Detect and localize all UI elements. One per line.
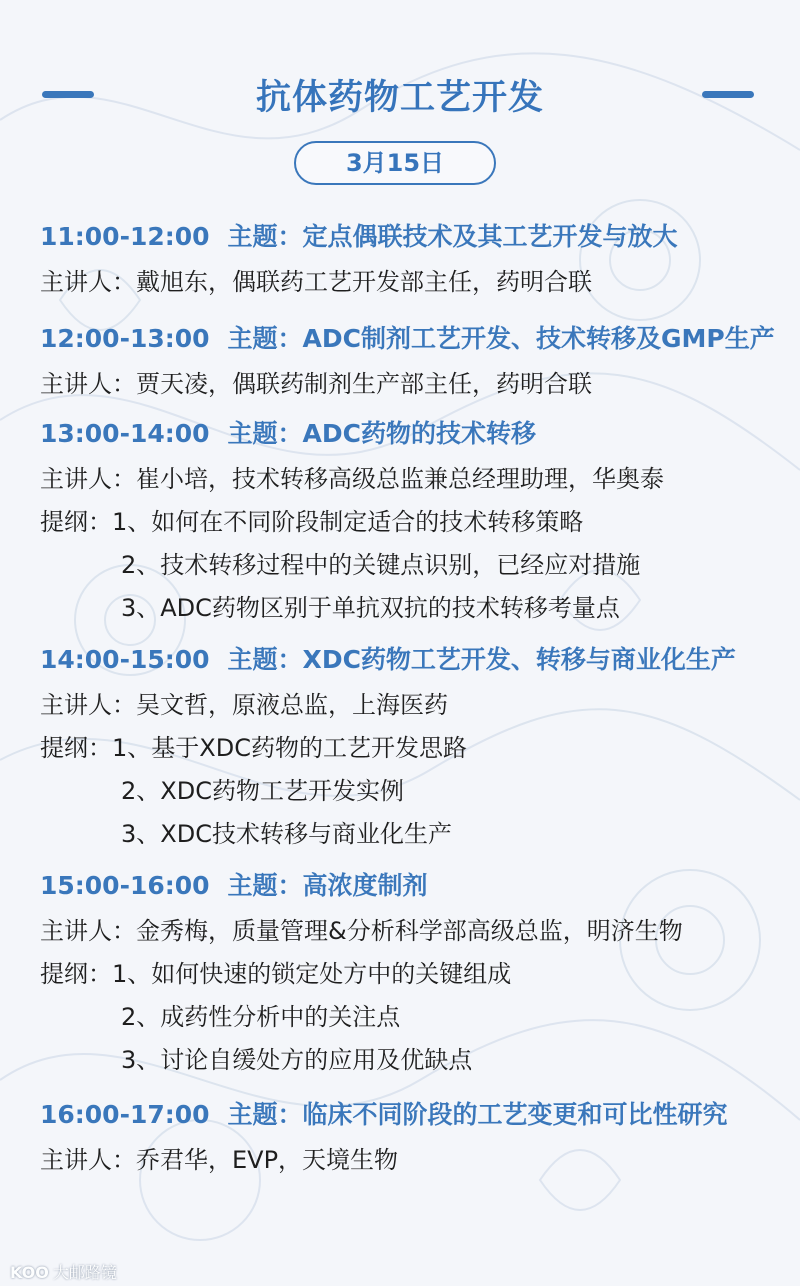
watermark [10, 1260, 117, 1283]
session-speaker: 吴文哲，原液总监，上海医药 [136, 691, 448, 719]
outline-item [40, 732, 467, 764]
speaker-prefix: 主讲人： [40, 691, 136, 719]
outline-text: 1、如何快速的锁定处方中的关键组成 [112, 960, 512, 988]
date-badge: 3月15日 [294, 141, 496, 185]
session-time: 13:00-14:00 [40, 419, 210, 448]
session-heading [40, 1099, 728, 1131]
outline-text: 3、讨论自缓处方的应用及优缺点 [121, 1046, 473, 1074]
session-time: 12:00-13:00 [40, 324, 210, 353]
topic-prefix: 主题： [227, 222, 303, 251]
speaker-prefix: 主讲人： [40, 268, 136, 296]
topic-prefix: 主题： [227, 1100, 303, 1129]
session-topic: ADC制剂工艺开发、技术转移及GMP生产 [302, 324, 775, 353]
outline-text: 1、如何在不同阶段制定适合的技术转移策略 [112, 508, 584, 536]
session-speaker-line [40, 689, 448, 721]
watermark-text: 大邮路镜 [52, 1263, 117, 1282]
session-speaker-line [40, 915, 683, 947]
session-time: 15:00-16:00 [40, 871, 210, 900]
topic-prefix: 主题： [227, 419, 303, 448]
page-title: 抗体药物工艺开发 [255, 78, 544, 118]
session-heading [40, 323, 775, 355]
outline-prefix: 提纲： [40, 508, 112, 536]
title-decoration-right [702, 91, 754, 98]
outline-item [121, 549, 640, 581]
session-speaker-line [40, 368, 592, 400]
outline-item [121, 818, 452, 850]
outline-text: 2、技术转移过程中的关键点识别，已经应对措施 [121, 551, 641, 579]
outline-text: 1、基于XDC药物的工艺开发思路 [112, 734, 467, 762]
outline-prefix: 提纲： [40, 734, 112, 762]
outline-item [121, 1044, 472, 1076]
speaker-prefix: 主讲人： [40, 370, 136, 398]
outline-text: 2、成药性分析中的关注点 [121, 1003, 401, 1031]
outline-item [121, 592, 620, 624]
speaker-prefix: 主讲人： [40, 1146, 136, 1174]
session-topic: 定点偶联技术及其工艺开发与放大 [302, 222, 678, 251]
outline-text: 3、ADC药物区别于单抗双抗的技术转移考量点 [121, 594, 620, 622]
speaker-prefix: 主讲人： [40, 917, 136, 945]
session-time: 16:00-17:00 [40, 1100, 210, 1129]
session-topic: XDC药物工艺开发、转移与商业化生产 [302, 645, 736, 674]
session-speaker: 崔小培，技术转移高级总监兼总经理助理，华奥泰 [136, 465, 664, 493]
session-topic: ADC药物的技术转移 [302, 419, 536, 448]
session-heading [40, 870, 428, 902]
speaker-prefix: 主讲人： [40, 465, 136, 493]
session-topic: 临床不同阶段的工艺变更和可比性研究 [302, 1100, 728, 1129]
session-topic: 高浓度制剂 [302, 871, 428, 900]
outline-item [121, 1001, 400, 1033]
session-time: 11:00-12:00 [40, 222, 210, 251]
topic-prefix: 主题： [227, 645, 303, 674]
session-speaker-line [40, 463, 664, 495]
session-time: 14:00-15:00 [40, 645, 210, 674]
session-speaker-line [40, 1144, 398, 1176]
session-speaker: 贾天凌，偶联药制剂生产部主任，药明合联 [136, 370, 592, 398]
session-speaker: 戴旭东，偶联药工艺开发部主任，药明合联 [136, 268, 592, 296]
outline-item [121, 775, 404, 807]
session-speaker-line [40, 266, 592, 298]
session-speaker: 乔君华，EVP，天境生物 [136, 1146, 399, 1174]
session-heading [40, 221, 678, 253]
watermark-logo: KOO [10, 1263, 49, 1282]
topic-prefix: 主题： [227, 871, 303, 900]
topic-prefix: 主题： [227, 324, 303, 353]
outline-text: 2、XDC药物工艺开发实例 [121, 777, 404, 805]
session-speaker: 金秀梅，质量管理&分析科学部高级总监，明济生物 [136, 917, 683, 945]
outline-text: 3、XDC技术转移与商业化生产 [121, 820, 452, 848]
outline-item [40, 958, 511, 990]
outline-item [40, 506, 583, 538]
session-heading [40, 418, 536, 450]
outline-prefix: 提纲： [40, 960, 112, 988]
session-heading [40, 644, 736, 676]
